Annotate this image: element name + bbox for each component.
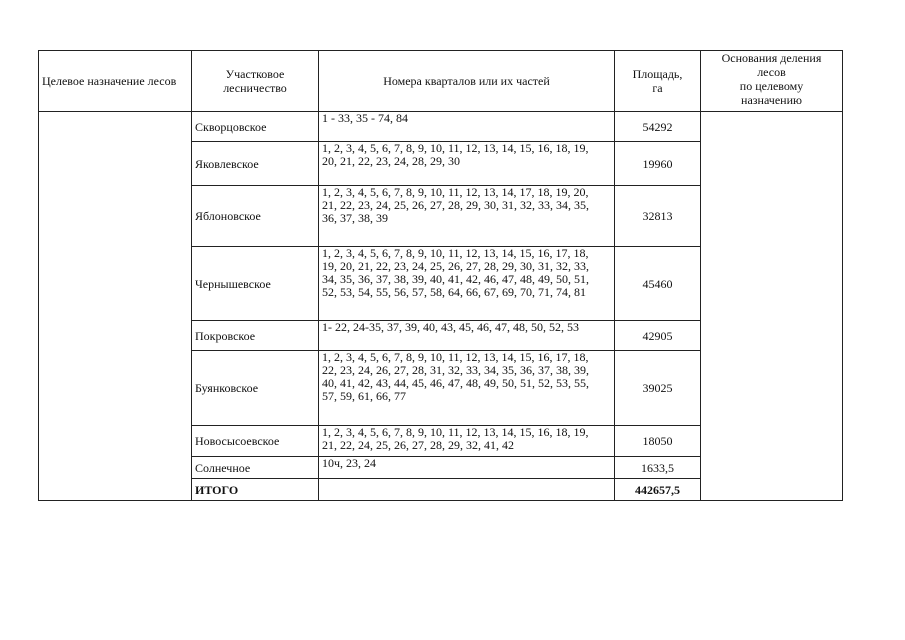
- purpose-cell: [39, 112, 192, 501]
- forestry-name: Новосысоевское: [192, 426, 319, 457]
- basis-cell: [701, 112, 843, 501]
- table-row: [39, 112, 843, 142]
- total-label: ИТОГО: [192, 479, 319, 501]
- area-value: 18050: [615, 426, 701, 457]
- forestry-name: Чернышевское: [192, 247, 319, 321]
- quarter-numbers: 10ч, 23, 24: [319, 457, 615, 479]
- forestry-name: Яблоновское: [192, 186, 319, 247]
- quarter-numbers: 1, 2, 3, 4, 5, 6, 7, 8, 9, 10, 11, 12, 13, 14, 15, 16, 17, 18, 22, 23, 24, 26, 27, 28, 31, 32, 33, 34, 35, 36, 37, 38, 39, 40, 41, 42, 43, 44, 45, 46, 47, 48, 49, 50, 51, 52, 53, 55, 57, 59, 61, 66, 77: [319, 351, 615, 426]
- forestry-name: Покровское: [192, 321, 319, 351]
- quarter-numbers: 1 - 33, 35 - 74, 84: [319, 112, 615, 142]
- forestry-name: Яковлевское: [192, 142, 319, 186]
- forestry-name: Буянковское: [192, 351, 319, 426]
- header-area: Площадь, га: [615, 51, 701, 112]
- header-basis: Основания деления лесов по целевому назначению: [701, 51, 843, 112]
- header-quarters: Номера кварталов или их частей: [319, 51, 615, 112]
- quarter-numbers: 1, 2, 3, 4, 5, 6, 7, 8, 9, 10, 11, 12, 13, 14, 17, 18, 19, 20, 21, 22, 23, 24, 25, 26, 27, 28, 29, 30, 31, 32, 33, 34, 35, 36, 37, 38, 39: [319, 186, 615, 247]
- header-forestry: Участковое лесничество: [192, 51, 319, 112]
- quarter-numbers: 1- 22, 24-35, 37, 39, 40, 43, 45, 46, 47, 48, 50, 52, 53: [319, 321, 615, 351]
- header-row: [39, 51, 843, 112]
- forest-purpose-table: [38, 50, 843, 501]
- total-area-value: 442657,5: [615, 479, 701, 501]
- area-value: 39025: [615, 351, 701, 426]
- quarter-numbers: 1, 2, 3, 4, 5, 6, 7, 8, 9, 10, 11, 12, 13, 14, 15, 16, 17, 18, 19, 20, 21, 22, 23, 24, 25, 26, 27, 28, 29, 30, 31, 32, 33, 34, 35, 36, 37, 38, 39, 40, 41, 42, 46, 47, 48, 49, 50, 51, 52, 53, 54, 55, 56, 57, 58, 64, 66, 67, 69, 70, 71, 74, 81: [319, 247, 615, 321]
- quarter-numbers: 1, 2, 3, 4, 5, 6, 7, 8, 9, 10, 11, 12, 13, 14, 15, 16, 18, 19, 21, 22, 24, 25, 26, 27, 28, 29, 32, 41, 42: [319, 426, 615, 457]
- area-value: 42905: [615, 321, 701, 351]
- quarter-numbers: 1, 2, 3, 4, 5, 6, 7, 8, 9, 10, 11, 12, 13, 14, 15, 16, 18, 19, 20, 21, 22, 23, 24, 28, 29, 30: [319, 142, 615, 186]
- area-value: 1633,5: [615, 457, 701, 479]
- forestry-name: Солнечное: [192, 457, 319, 479]
- area-value: 45460: [615, 247, 701, 321]
- header-purpose: Целевое назначение лесов: [39, 51, 192, 112]
- area-value: 32813: [615, 186, 701, 247]
- forestry-name: Скворцовское: [192, 112, 319, 142]
- area-value: 19960: [615, 142, 701, 186]
- total-quarters: [319, 479, 615, 501]
- area-value: 54292: [615, 112, 701, 142]
